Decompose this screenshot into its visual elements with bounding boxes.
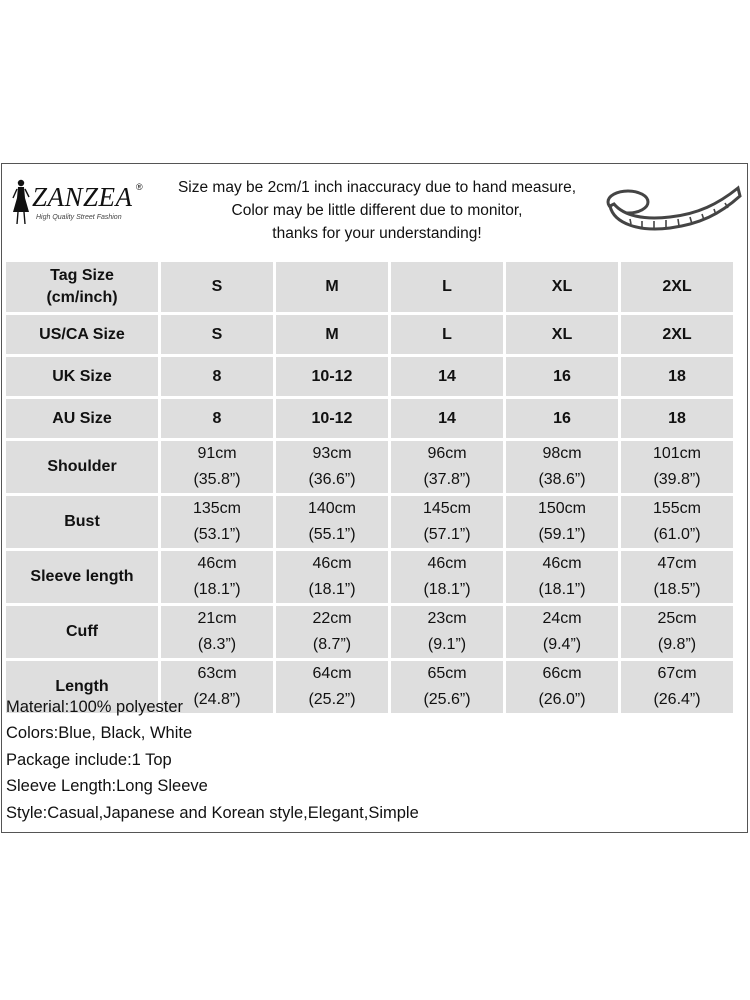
cell-cm: 155cm — [652, 500, 702, 517]
product-details — [6, 694, 419, 826]
cell-cm: 145cm — [422, 500, 472, 517]
cell-cm: 150cm — [537, 500, 587, 517]
cell-inch: (25.2”) — [308, 691, 356, 708]
size-table — [3, 259, 736, 716]
table-cell — [621, 661, 733, 713]
row-label-text: Cuff — [66, 623, 98, 640]
table-cell: 10-12 — [276, 399, 388, 438]
cell-inch: (8.7”) — [312, 636, 352, 653]
table-cell: S — [161, 315, 273, 354]
table-cell — [621, 496, 733, 548]
measuring-tape-icon — [600, 174, 746, 244]
row-label — [6, 262, 158, 312]
detail-sleeve-length: Sleeve Length:Long Sleeve — [6, 777, 208, 796]
cell-cm: 46cm — [542, 555, 582, 572]
cell-inch: (18.1”) — [423, 581, 471, 598]
row-label — [6, 606, 158, 658]
table-cell: S — [161, 262, 273, 312]
table-cell: 14 — [391, 399, 503, 438]
cell-cm: 135cm — [192, 500, 242, 517]
table-cell — [276, 441, 388, 493]
row-label — [6, 315, 158, 354]
brand-name: ZANZEA — [32, 182, 133, 212]
table-row — [6, 399, 733, 438]
cell-cm: 66cm — [542, 665, 582, 682]
table-cell — [276, 551, 388, 603]
table-row — [6, 496, 733, 548]
table-cell: 2XL — [621, 262, 733, 312]
table-cell — [506, 661, 618, 713]
detail-style: Style:Casual,Japanese and Korean style,Elegant,Simple — [6, 803, 419, 822]
notice-line-3: thanks for your understanding! — [272, 225, 482, 242]
cell-inch: (18.1”) — [308, 581, 356, 598]
cell-cm: 101cm — [652, 445, 702, 462]
table-cell: L — [391, 262, 503, 312]
cell-cm: 47cm — [657, 555, 697, 572]
table-row — [6, 441, 733, 493]
table-cell: 14 — [391, 357, 503, 396]
table-cell: 18 — [621, 357, 733, 396]
table-cell: 18 — [621, 399, 733, 438]
size-chart-card — [1, 163, 748, 833]
table-cell: 8 — [161, 399, 273, 438]
table-row — [6, 315, 733, 354]
table-row — [6, 357, 733, 396]
detail-package: Package include:1 Top — [6, 750, 172, 769]
cell-cm: 93cm — [312, 445, 352, 462]
cell-inch: (18.5”) — [653, 581, 701, 598]
cell-cm: 64cm — [312, 665, 352, 682]
cell-inch: (37.8”) — [423, 471, 471, 488]
table-cell: L — [391, 315, 503, 354]
brand-logo — [8, 176, 158, 236]
row-label-text: Bust — [64, 513, 100, 530]
table-cell: XL — [506, 262, 618, 312]
table-cell — [391, 441, 503, 493]
notice-line-2: Color may be little different due to monitor, — [231, 202, 523, 219]
row-label — [6, 399, 158, 438]
cell-inch: (59.1”) — [538, 526, 586, 543]
table-row — [6, 551, 733, 603]
table-cell: M — [276, 315, 388, 354]
table-row — [6, 606, 733, 658]
table-cell: 8 — [161, 357, 273, 396]
size-chart-header — [2, 164, 747, 256]
cell-inch: (36.6”) — [308, 471, 356, 488]
cell-inch: (57.1”) — [423, 526, 471, 543]
row-label-text: UK Size — [52, 367, 112, 385]
cell-cm: 67cm — [657, 665, 697, 682]
row-label-text: Shoulder — [47, 458, 117, 475]
cell-inch: (9.1”) — [427, 636, 467, 653]
table-row — [6, 262, 733, 312]
brand-tagline: High Quality Street Fashion — [36, 214, 122, 221]
cell-inch: (9.8”) — [657, 636, 697, 653]
cell-inch: (9.4”) — [542, 636, 582, 653]
cell-cm: 46cm — [312, 555, 352, 572]
table-cell — [161, 496, 273, 548]
notice-line-1: Size may be 2cm/1 inch inaccuracy due to hand measure, — [177, 179, 577, 196]
cell-cm: 63cm — [197, 665, 237, 682]
cell-inch: (18.1”) — [193, 581, 241, 598]
row-label-text: Tag Size — [50, 267, 114, 284]
cell-cm: 24cm — [542, 610, 582, 627]
table-cell — [161, 551, 273, 603]
table-cell — [391, 496, 503, 548]
cell-cm: 65cm — [427, 665, 467, 682]
detail-colors: Colors:Blue, Black, White — [6, 724, 193, 743]
row-label-text: US/CA Size — [39, 325, 125, 343]
cell-inch: (53.1”) — [193, 526, 241, 543]
row-label-text: AU Size — [52, 409, 112, 427]
table-cell: 10-12 — [276, 357, 388, 396]
table-cell — [276, 496, 388, 548]
row-label-text: (cm/inch) — [46, 289, 118, 306]
table-cell — [506, 606, 618, 658]
cell-inch: (25.6”) — [423, 691, 471, 708]
measurement-notice — [152, 176, 602, 245]
cell-cm: 140cm — [307, 500, 357, 517]
table-cell — [621, 551, 733, 603]
cell-cm: 46cm — [427, 555, 467, 572]
table-cell: 16 — [506, 399, 618, 438]
cell-cm: 22cm — [312, 610, 352, 627]
cell-cm: 46cm — [197, 555, 237, 572]
cell-cm: 25cm — [657, 610, 697, 627]
registered-mark: ® — [136, 182, 143, 192]
table-cell — [391, 606, 503, 658]
table-cell: M — [276, 262, 388, 312]
table-cell — [506, 551, 618, 603]
row-label-text: Sleeve length — [30, 568, 134, 585]
cell-inch: (18.1”) — [538, 581, 586, 598]
table-cell — [161, 606, 273, 658]
table-cell — [391, 551, 503, 603]
cell-cm: 96cm — [427, 445, 467, 462]
cell-cm: 91cm — [197, 445, 237, 462]
row-label — [6, 441, 158, 493]
table-cell: 16 — [506, 357, 618, 396]
table-cell: XL — [506, 315, 618, 354]
row-label — [6, 551, 158, 603]
cell-inch: (26.4”) — [653, 691, 701, 708]
table-cell — [276, 606, 388, 658]
table-cell — [506, 496, 618, 548]
cell-inch: (35.8”) — [193, 471, 241, 488]
cell-inch: (55.1”) — [308, 526, 356, 543]
cell-inch: (24.8”) — [193, 691, 241, 708]
detail-material: Material:100% polyester — [6, 698, 184, 716]
row-label-text: Length — [55, 678, 109, 695]
cell-inch: (26.0”) — [538, 691, 586, 708]
cell-inch: (39.8”) — [653, 471, 701, 488]
row-label — [6, 357, 158, 396]
cell-cm: 21cm — [197, 610, 237, 627]
table-cell — [621, 441, 733, 493]
cell-cm: 98cm — [542, 445, 582, 462]
cell-cm: 23cm — [427, 610, 467, 627]
cell-inch: (38.6”) — [538, 471, 586, 488]
table-cell: 2XL — [621, 315, 733, 354]
table-cell — [161, 441, 273, 493]
table-cell — [506, 441, 618, 493]
cell-inch: (61.0”) — [653, 526, 701, 543]
table-cell — [621, 606, 733, 658]
fashion-model-icon — [10, 178, 32, 226]
cell-inch: (8.3”) — [197, 636, 237, 653]
row-label — [6, 496, 158, 548]
